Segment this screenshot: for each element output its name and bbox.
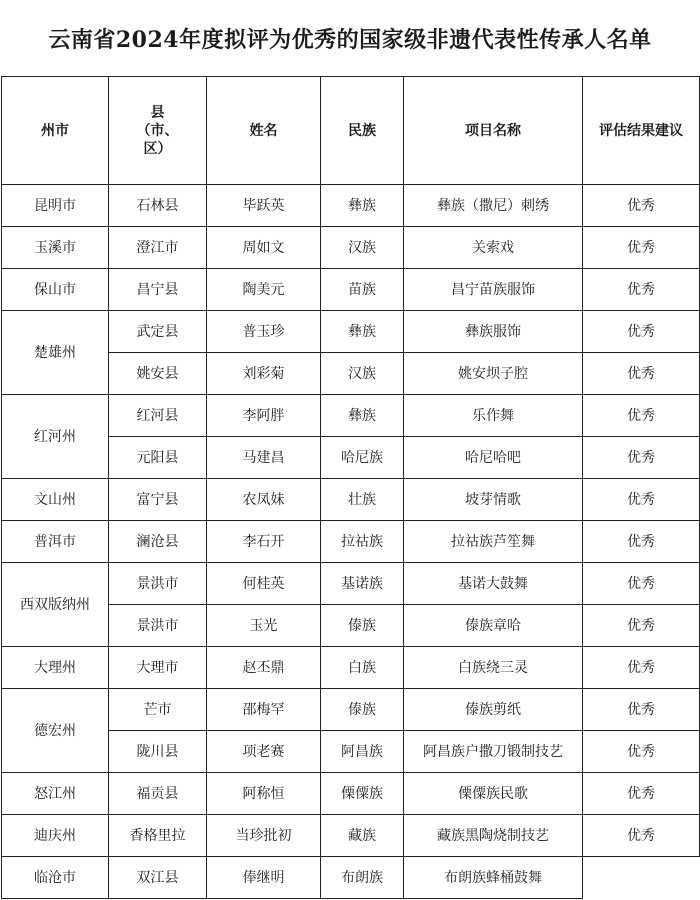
cell-ethnicity: 彝族 (321, 311, 404, 353)
cell-name: 毕跃英 (207, 185, 321, 227)
cell-ethnicity: 傣族 (321, 605, 404, 647)
cell-project: 乐作舞 (404, 395, 583, 437)
cell-ethnicity: 布朗族 (321, 857, 404, 899)
cell-project: 藏族黑陶烧制技艺 (404, 815, 583, 857)
cell-prefecture: 文山州 (2, 479, 109, 521)
cell-result: 优秀 (583, 815, 700, 857)
table-header-row (2, 77, 700, 185)
cell-name: 项老赛 (207, 731, 321, 773)
cell-result: 优秀 (583, 563, 700, 605)
cell-ethnicity: 壮族 (321, 479, 404, 521)
cell-result: 优秀 (583, 311, 700, 353)
cell-project: 昌宁苗族服饰 (404, 269, 583, 311)
cell-project: 白族绕三灵 (404, 647, 583, 689)
cell-ethnicity: 汉族 (321, 227, 404, 269)
cell-result: 优秀 (583, 605, 700, 647)
cell-result: 优秀 (583, 395, 700, 437)
table-row (2, 269, 700, 311)
cell-prefecture: 玉溪市 (2, 227, 109, 269)
cell-prefecture: 大理州 (2, 647, 109, 689)
cell-county: 富宁县 (109, 479, 207, 521)
cell-ethnicity: 白族 (321, 647, 404, 689)
cell-prefecture: 西双版纳州 (2, 563, 109, 647)
cell-name: 李阿胖 (207, 395, 321, 437)
column-header-ethnicity: 民族 (321, 77, 404, 185)
cell-county: 陇川县 (109, 731, 207, 773)
column-header-county (109, 77, 207, 185)
cell-prefecture: 迪庆州 (2, 815, 109, 857)
cell-county: 澜沧县 (109, 521, 207, 563)
cell-county: 红河县 (109, 395, 207, 437)
cell-ethnicity: 苗族 (321, 269, 404, 311)
cell-name: 马建昌 (207, 437, 321, 479)
table-row (2, 227, 700, 269)
cell-county: 澄江市 (109, 227, 207, 269)
cell-name: 农凤妹 (207, 479, 321, 521)
cell-result: 优秀 (583, 521, 700, 563)
cell-name: 当珍批初 (207, 815, 321, 857)
cell-name: 阿称恒 (207, 773, 321, 815)
cell-county: 昌宁县 (109, 269, 207, 311)
cell-project: 坡芽情歌 (404, 479, 583, 521)
table-body (2, 185, 700, 899)
cell-project: 哈尼哈吧 (404, 437, 583, 479)
cell-county: 大理市 (109, 647, 207, 689)
cell-project: 彝族服饰 (404, 311, 583, 353)
cell-name: 何桂英 (207, 563, 321, 605)
cell-name: 刘彩菊 (207, 353, 321, 395)
cell-project: 布朗族蜂桶鼓舞 (404, 857, 583, 899)
cell-ethnicity: 彝族 (321, 185, 404, 227)
cell-project: 傣族章哈 (404, 605, 583, 647)
cell-ethnicity: 彝族 (321, 395, 404, 437)
cell-county: 石林县 (109, 185, 207, 227)
cell-prefecture: 普洱市 (2, 521, 109, 563)
cell-county: 姚安县 (109, 353, 207, 395)
column-header-county-label: 县（市、区） (136, 104, 179, 157)
cell-county: 景洪市 (109, 605, 207, 647)
table-row (2, 647, 700, 689)
cell-result: 优秀 (583, 731, 700, 773)
cell-ethnicity: 傣族 (321, 689, 404, 731)
cell-result: 优秀 (583, 689, 700, 731)
cell-project: 傈僳族民歌 (404, 773, 583, 815)
table-row (2, 857, 700, 899)
cell-name: 李石开 (207, 521, 321, 563)
cell-prefecture: 临沧市 (2, 857, 109, 899)
cell-name: 玉光 (207, 605, 321, 647)
table-row (2, 815, 700, 857)
cell-result: 优秀 (583, 227, 700, 269)
cell-ethnicity: 傈僳族 (321, 773, 404, 815)
table-row (2, 521, 700, 563)
cell-county: 元阳县 (109, 437, 207, 479)
cell-result: 优秀 (583, 773, 700, 815)
cell-prefecture: 保山市 (2, 269, 109, 311)
cell-ethnicity: 哈尼族 (321, 437, 404, 479)
cell-project: 姚安坝子腔 (404, 353, 583, 395)
cell-name: 赵丕鼎 (207, 647, 321, 689)
cell-project: 彝族（撒尼）刺绣 (404, 185, 583, 227)
page-title: 云南省2024年度拟评为优秀的国家级非遗代表性传承人名单 (48, 26, 652, 53)
cell-county: 武定县 (109, 311, 207, 353)
cell-project: 阿昌族户撒刀锻制技艺 (404, 731, 583, 773)
cell-prefecture: 怒江州 (2, 773, 109, 815)
cell-county: 景洪市 (109, 563, 207, 605)
column-header-prefecture: 州市 (2, 77, 109, 185)
cell-county: 香格里拉 (109, 815, 207, 857)
cell-project: 拉祜族芦笙舞 (404, 521, 583, 563)
cell-result: 优秀 (583, 353, 700, 395)
cell-county: 福贡县 (109, 773, 207, 815)
table-row (2, 479, 700, 521)
cell-county: 芒市 (109, 689, 207, 731)
cell-prefecture: 昆明市 (2, 185, 109, 227)
table-row (2, 311, 700, 353)
cell-prefecture: 红河州 (2, 395, 109, 479)
cell-name: 普玉珍 (207, 311, 321, 353)
cell-ethnicity: 基诺族 (321, 563, 404, 605)
cell-ethnicity: 阿昌族 (321, 731, 404, 773)
cell-ethnicity: 藏族 (321, 815, 404, 857)
table-row (2, 563, 700, 605)
cell-result (583, 857, 700, 899)
roster-table (1, 76, 700, 899)
cell-name: 俸继明 (207, 857, 321, 899)
table-row (2, 689, 700, 731)
column-header-result: 评估结果建议 (583, 77, 700, 185)
cell-prefecture: 德宏州 (2, 689, 109, 773)
cell-result: 优秀 (583, 185, 700, 227)
column-header-project: 项目名称 (404, 77, 583, 185)
cell-result: 优秀 (583, 269, 700, 311)
table-row (2, 773, 700, 815)
cell-county: 双江县 (109, 857, 207, 899)
cell-result: 优秀 (583, 437, 700, 479)
cell-name: 邵梅罕 (207, 689, 321, 731)
cell-project: 关索戏 (404, 227, 583, 269)
cell-project: 傣族剪纸 (404, 689, 583, 731)
cell-result: 优秀 (583, 479, 700, 521)
cell-result: 优秀 (583, 647, 700, 689)
column-header-name: 姓名 (207, 77, 321, 185)
cell-ethnicity: 拉祜族 (321, 521, 404, 563)
cell-name: 周如文 (207, 227, 321, 269)
cell-prefecture: 楚雄州 (2, 311, 109, 395)
cell-name: 陶美元 (207, 269, 321, 311)
cell-ethnicity: 汉族 (321, 353, 404, 395)
table-row (2, 185, 700, 227)
cell-project: 基诺大鼓舞 (404, 563, 583, 605)
table-row (2, 395, 700, 437)
